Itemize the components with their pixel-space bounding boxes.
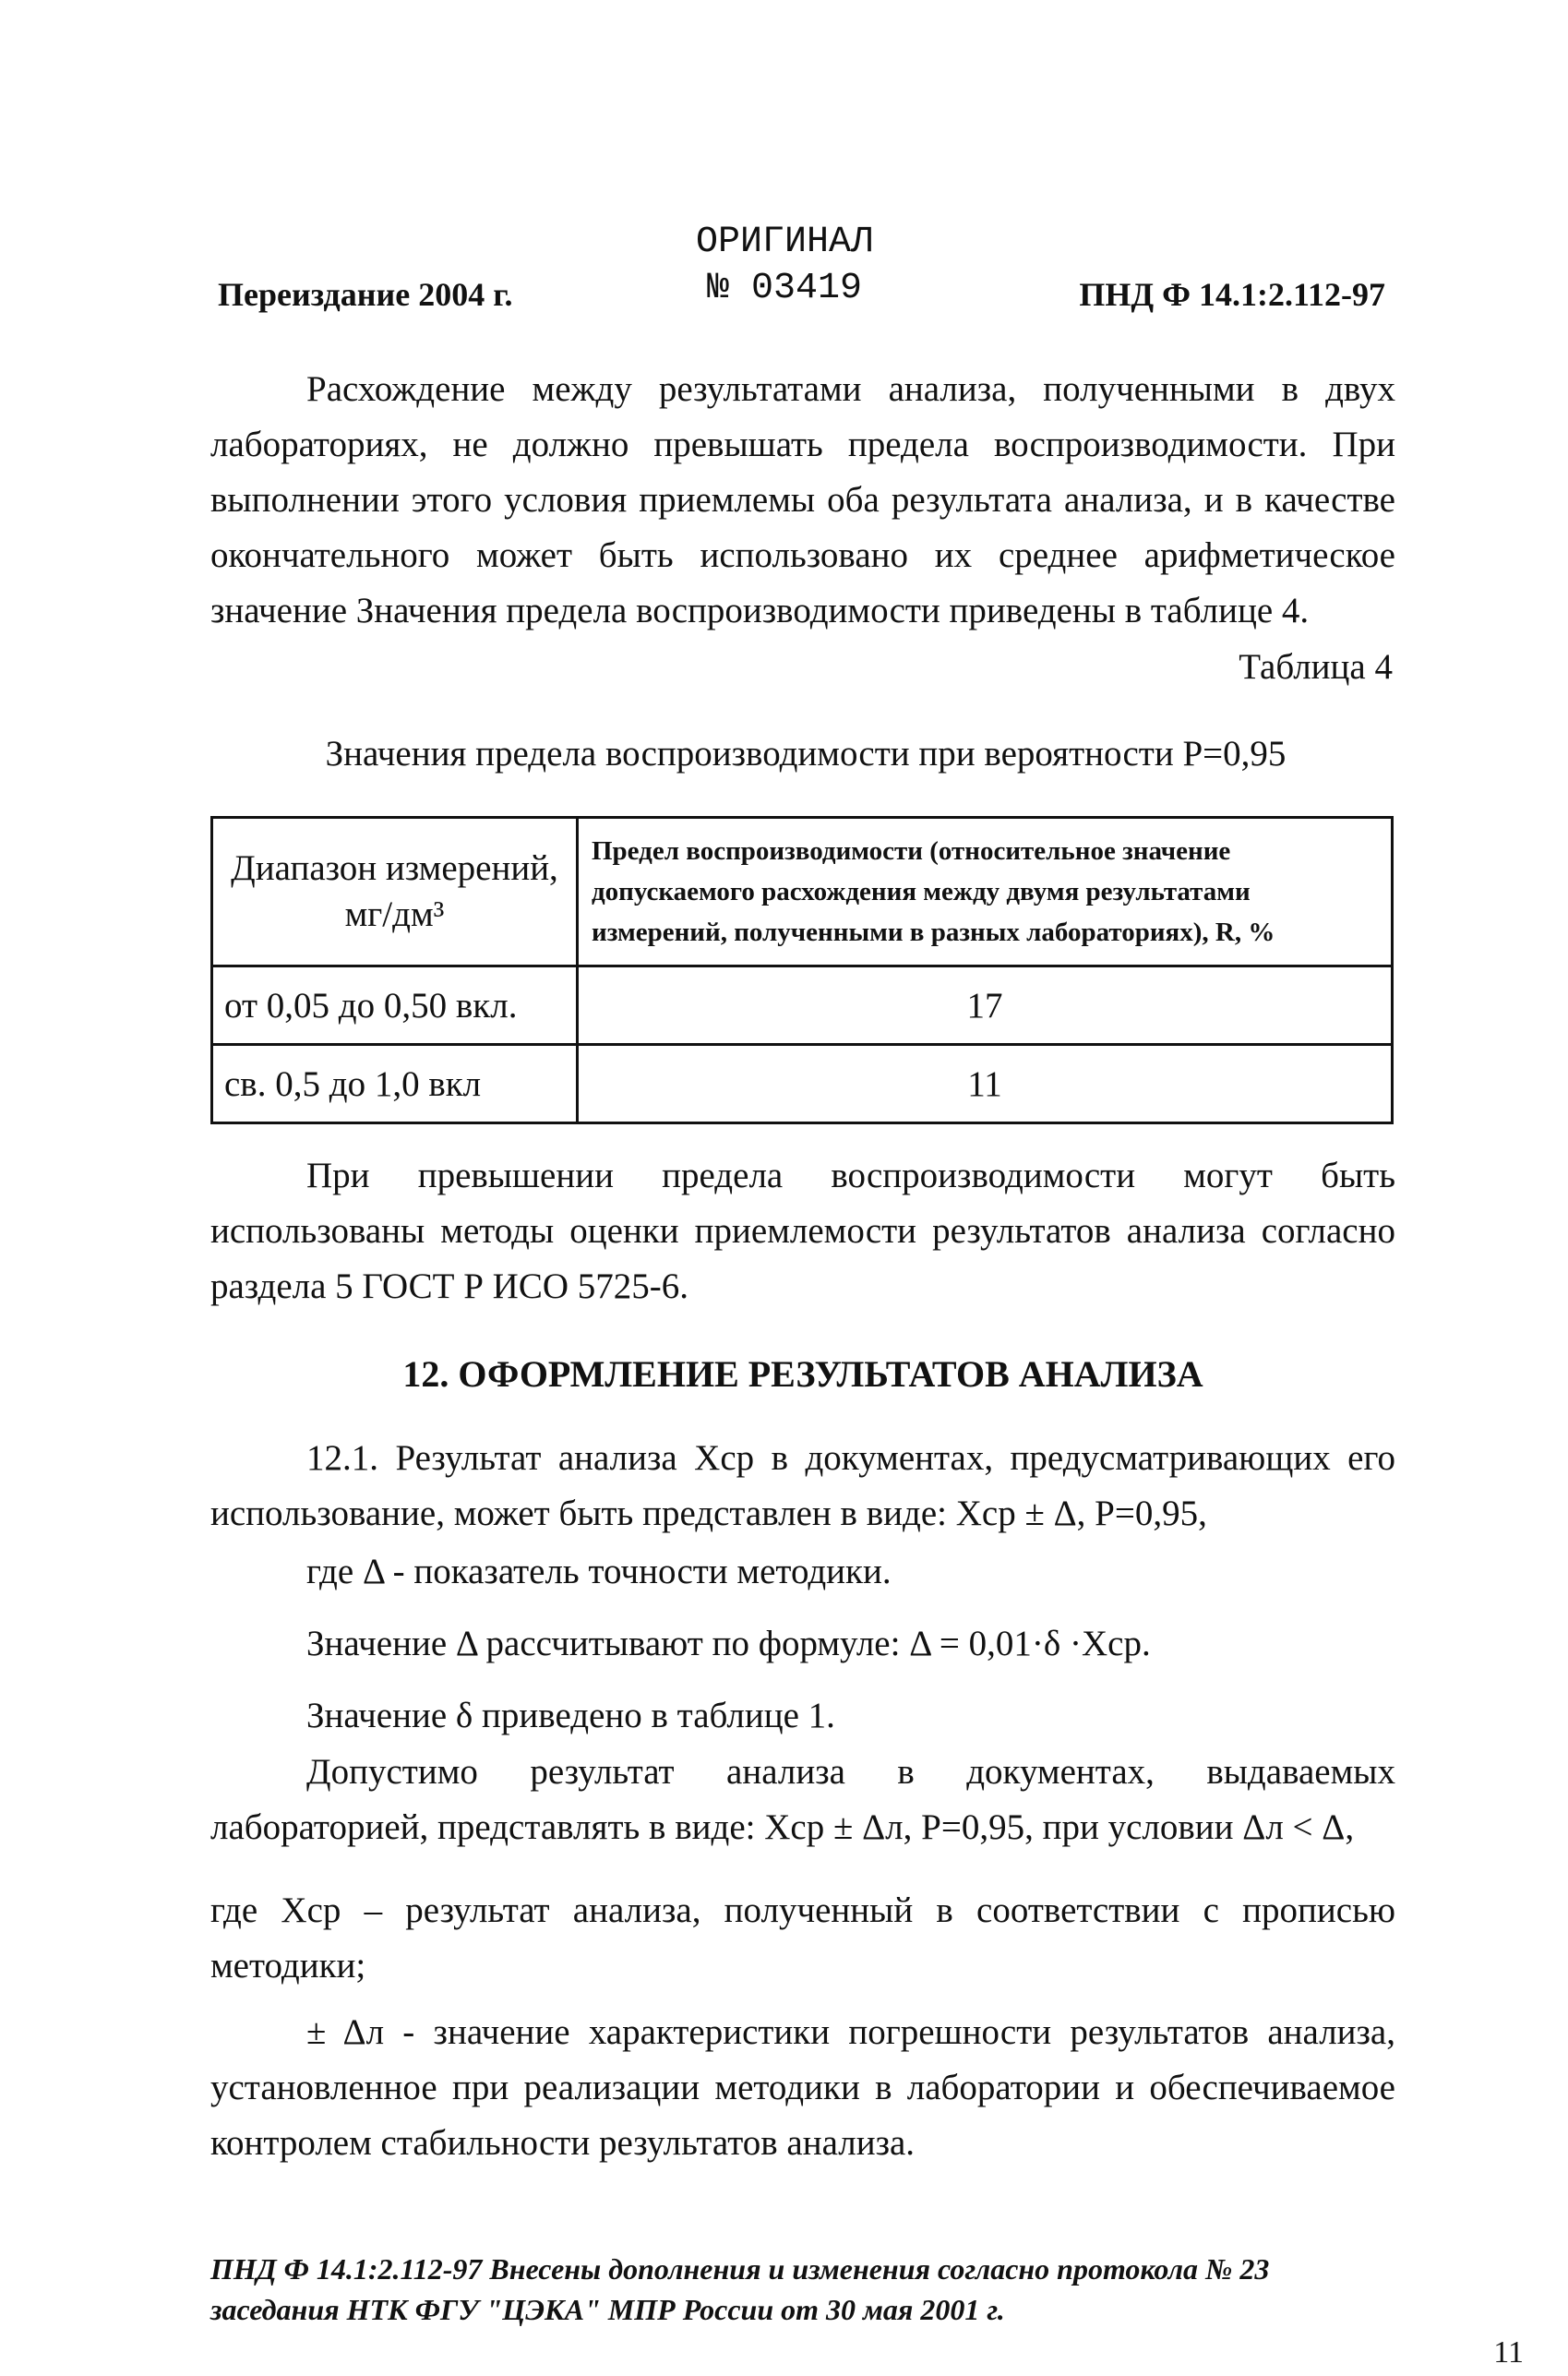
table-header-row [212,818,1393,966]
paragraph-allowed: Допустимо результат анализа в документах, выдаваемых лабораторией, представлять в виде: Xср ± Δл, Р=0,95, при условии Δл < Δ, [210,1752,1395,1847]
table-row [212,1045,1393,1123]
paragraph-reproducibility: Расхождение между результатами анализа, полученными в двух лабораториях, не должно превышать предела воспроизводимости. При выполнении этого условия приемлемы оба результата анализа, и в качестве окончательного может быть использовано их среднее арифметическое значение Значения предела воспроизводимости приведены в таблице 4. [210,369,1395,630]
page-header [0,220,1568,330]
paragraph-exceeding: При превышении предела воспроизводимости могут быть использованы методы оценки приемлемости результатов анализа согласно раздела 5 ГОСТ Р ИСО 5725-6. [210,1156,1395,1306]
header-limit: Предел воспроизводимости (относительное значение допускаемого расхождения между двумя результатами измерений, полученными в разных лабораториях), R, % [578,818,1393,966]
original-stamp [646,220,923,312]
section-title: 12. ОФОРМЛЕНИЕ РЕЗУЛЬТАТОВ АНАЛИЗА [402,1353,1203,1395]
table-row [212,966,1393,1045]
stamp-number: № 03419 [706,268,863,309]
delta-formula: Значение Δ рассчитывают по формуле: Δ = 0,01·δ ·Xср. [306,1624,1151,1663]
delta-reference: Значение δ приведено в таблице 1. [306,1696,835,1735]
page-number: 11 [1493,2335,1524,2370]
row-range: от 0,05 до 0,50 вкл. [212,966,578,1045]
table-caption: Значения предела воспроизводимости при вероятности Р=0,95 [325,734,1287,774]
paragraph-12-1: 12.1. Результат анализа Xср в документах, предусматривающих его использование, может быть представлен в виде: Xср ± Δ, Р=0,95, [210,1438,1395,1533]
footer-note: ПНД Ф 14.1:2.112-97 Внесены дополнения и изменения согласно протокола № 23 заседания НТК ФГУ "ЦЭКА" МПР России от 30 мая 2001 г. [210,2252,1270,2326]
row-value: 17 [578,966,1393,1045]
document-code: ПНД Ф 14.1:2.112-97 [1079,276,1385,313]
row-value: 11 [578,1045,1393,1123]
table-number: Таблица 4 [1239,647,1393,687]
row-range: св. 0,5 до 1,0 вкл [212,1045,578,1123]
paragraph-where: где Xср – результат анализа, полученный в соответствии с прописью методики; [210,1890,1395,1986]
reproducibility-table [210,816,1394,1124]
header-range: Диапазон измерений, мг/дм³ [212,818,578,966]
reissue-label: Переиздание 2004 г. [218,276,513,313]
delta-definition: где Δ - показатель точности методики. [306,1552,892,1591]
stamp-title: ОРИГИНАЛ [695,222,874,263]
paragraph-delta-lab: ± Δл - значение характеристики погрешности результатов анализа, установленное при реализации методики в лаборатории и обеспечиваемое контролем стабильности результатов анализа. [210,2012,1395,2163]
